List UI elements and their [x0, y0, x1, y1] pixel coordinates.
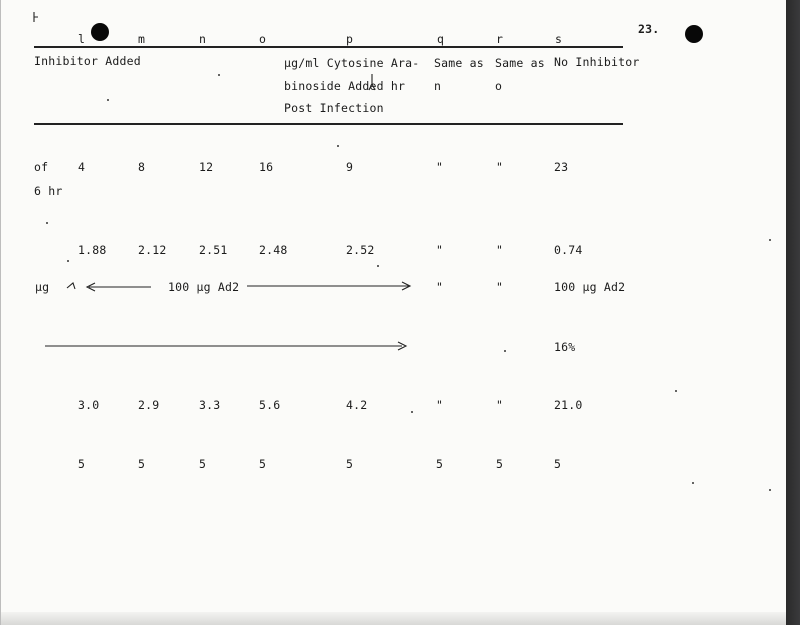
- row1-cell-l: 4: [78, 160, 86, 174]
- row5-cell-o: 5.6: [259, 398, 281, 412]
- row4-cell-s: 16%: [554, 340, 576, 354]
- col-letter-o: o: [259, 32, 267, 46]
- speck: [337, 145, 339, 147]
- col-letter-q: q: [437, 32, 445, 46]
- row2-cell-p: 2.52: [346, 243, 375, 257]
- header-p-line3: Post Infection: [284, 101, 384, 115]
- speck: [692, 482, 694, 484]
- col-letter-s: s: [555, 32, 563, 46]
- col-letter-p: p: [346, 32, 354, 46]
- row2-cell-o: 2.48: [259, 243, 288, 257]
- row1-cell-q: ": [436, 160, 444, 174]
- header-p-line1: µg/ml Cytosine Ara-: [284, 56, 420, 70]
- row1-cell-s: 23: [554, 160, 569, 174]
- row1-label: of: [34, 160, 49, 174]
- row3-cell-s: 100 µg Ad2: [554, 280, 626, 294]
- row6-cell-o: 5: [259, 457, 267, 471]
- row2-cell-m: 2.12: [138, 243, 167, 257]
- speck: [218, 74, 220, 76]
- row3-center-label: 100 µg Ad2: [168, 280, 240, 294]
- speck: [377, 265, 379, 267]
- row6-cell-q: 5: [436, 457, 444, 471]
- row3-label: µg: [35, 280, 50, 294]
- header-r-line2: o: [495, 79, 503, 93]
- row6-cell-n: 5: [199, 457, 207, 471]
- page-number: 23.: [638, 22, 660, 36]
- row2-cell-n: 2.51: [199, 243, 228, 257]
- speck: [67, 260, 69, 262]
- row1-label2: 6 hr: [34, 184, 63, 198]
- speck: [504, 350, 506, 352]
- row2-cell-s: 0.74: [554, 243, 583, 257]
- row6-cell-s: 5: [554, 457, 562, 471]
- scan-background-edge: [786, 0, 800, 625]
- row6-cell-r: 5: [496, 457, 504, 471]
- header-p-line2: binoside Added hr: [284, 79, 406, 93]
- speck: [411, 411, 413, 413]
- row2-cell-r: ": [496, 243, 504, 257]
- row3-cell-q: ": [436, 280, 444, 294]
- row6-cell-m: 5: [138, 457, 146, 471]
- speck: [675, 390, 677, 392]
- col-letter-m: m: [138, 32, 146, 46]
- row5-cell-r: ": [496, 398, 504, 412]
- header-r-line1: Same as: [495, 56, 545, 70]
- row6-cell-l: 5: [78, 457, 86, 471]
- header-inhibitor-added: Inhibitor Added: [34, 54, 141, 68]
- row1-cell-r: ": [496, 160, 504, 174]
- row1-cell-n: 12: [199, 160, 214, 174]
- col-letter-r: r: [496, 32, 504, 46]
- hand-drawn-marks: [1, 0, 787, 625]
- corner-bracket-mark: [34, 12, 38, 22]
- lambda-mark: [67, 283, 75, 289]
- row5-cell-l: 3.0: [78, 398, 100, 412]
- row1-cell-p: 9: [346, 160, 354, 174]
- row1-cell-m: 8: [138, 160, 146, 174]
- speck: [769, 239, 771, 241]
- speck: [769, 489, 771, 491]
- row2-cell-q: ": [436, 243, 444, 257]
- header-s-line1: No Inhibitor: [554, 55, 640, 69]
- col-letter-n: n: [199, 32, 207, 46]
- row5-cell-n: 3.3: [199, 398, 221, 412]
- row5-cell-q: ": [436, 398, 444, 412]
- row6-cell-p: 5: [346, 457, 354, 471]
- insert-caret-mark: [369, 74, 375, 90]
- header-q-line1: Same as: [434, 56, 484, 70]
- row5-cell-m: 2.9: [138, 398, 160, 412]
- header-q-line2: n: [434, 79, 442, 93]
- row1-cell-o: 16: [259, 160, 274, 174]
- row5-cell-p: 4.2: [346, 398, 368, 412]
- speck: [46, 222, 48, 224]
- col-letter-l: l: [78, 32, 86, 46]
- speck: [107, 99, 109, 101]
- page-bottom-shadow: [1, 612, 787, 625]
- row3-cell-r: ": [496, 280, 504, 294]
- row2-cell-l: 1.88: [78, 243, 107, 257]
- row5-cell-s: 21.0: [554, 398, 583, 412]
